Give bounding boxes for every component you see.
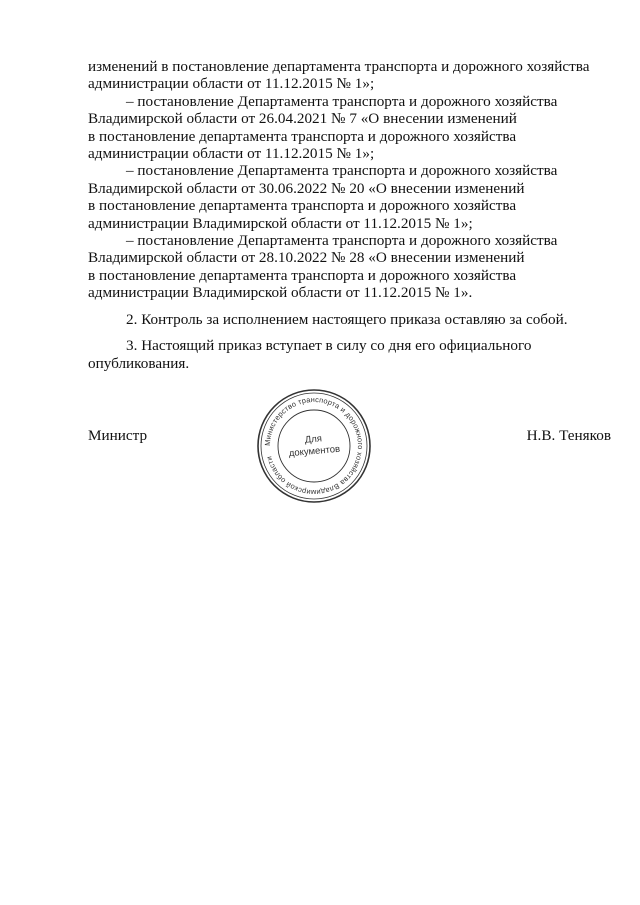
text-line: Владимирской области от 26.04.2021 № 7 «О внесении изменений: [88, 110, 517, 128]
text-line: – постановление Департамента транспорта и дорожного хозяйства: [126, 232, 558, 250]
text-line: в постановление департамента транспорта и дорожного хозяйства: [88, 127, 517, 145]
item-2-control: 2. Контроль за исполнением настоящего приказа оставляю за собой.: [126, 310, 568, 328]
text-line: администрации Владимирской области от 11.12.2015 № 1».: [88, 284, 473, 302]
stamp-center-line-1: Для: [304, 433, 323, 446]
text-line: Владимирской области от 30.06.2022 № 20 «О внесении изменений: [88, 179, 525, 197]
text-line: администрации области от 11.12.2015 № 1»;: [88, 145, 375, 163]
stamp-seal: [256, 388, 372, 504]
signatory-name: Н.В. Теняков: [526, 427, 611, 444]
signatory-title: Министр: [88, 427, 148, 444]
paragraph-continuation: [88, 58, 611, 93]
text-line: – постановление Департамента транспорта и дорожного хозяйства: [126, 92, 558, 110]
list-item-resolution-2021: [88, 93, 611, 163]
text-line: Владимирской области от 28.10.2022 № 28 «О внесении изменений: [88, 249, 525, 267]
item-3-effective-date: [88, 337, 611, 372]
text-line: 3. Настоящий приказ вступает в силу со дня его официального: [126, 337, 532, 355]
list-item-resolution-2022-june: [88, 162, 611, 232]
document-body: [88, 58, 611, 372]
text-line: администрации Владимирской области от 11.12.2015 № 1»;: [88, 214, 473, 232]
stamp-center-line-2: документов: [288, 443, 341, 460]
text-line: в постановление департамента транспорта и дорожного хозяйства: [88, 266, 517, 284]
stamp-ring-textpath: Министерство транспорта и дорожного хозяйства Владимирской области: [262, 394, 366, 498]
text-line: в постановление департамента транспорта и дорожного хозяйства: [88, 197, 517, 215]
official-stamp: [256, 388, 372, 504]
text-line: – постановление Департамента транспорта и дорожного хозяйства: [126, 162, 558, 180]
text-line: опубликования.: [88, 354, 190, 372]
text-line: администрации области от 11.12.2015 № 1»;: [88, 75, 375, 93]
text-line: изменений в постановление департамента транспорта и дорожного хозяйства: [88, 58, 590, 75]
list-item-resolution-2022-october: [88, 232, 611, 302]
